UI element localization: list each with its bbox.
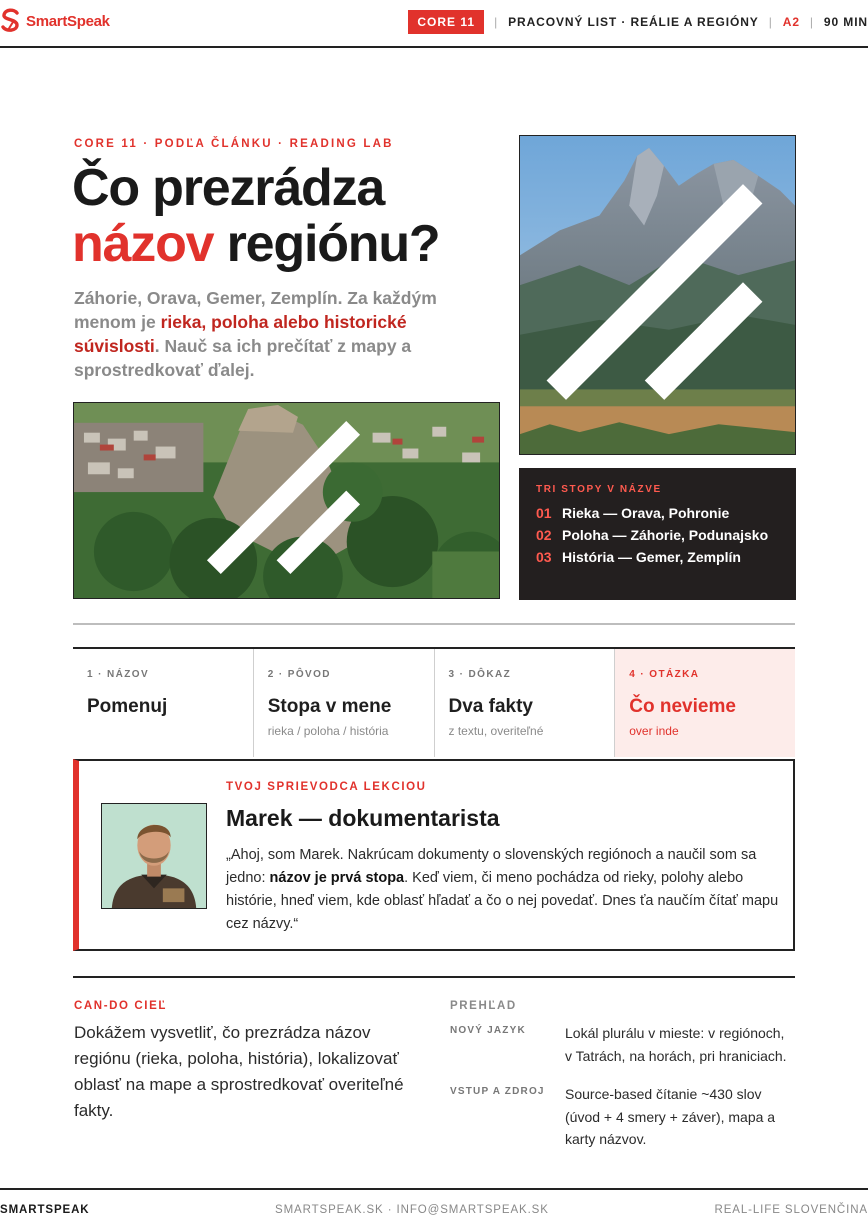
resize-corner-icon [73,402,496,595]
divider [73,976,795,978]
cando-kicker: CAN-DO CIEĽ [74,1000,167,1012]
overview-row: NOVÝ JAZYK Lokál plurálu v mieste: v regiónoch, v Tatrách, na horách, pri hraniciach. [450,1025,787,1064]
clue-item: 02 Poloha — Záhorie, Podunajsko [536,527,769,543]
page-footer [0,1188,868,1228]
worksheet-label: PRACOVNÝ LIST · REÁLIE A REGIÓNY [508,15,759,29]
title-highlight: názov [72,215,214,273]
guide-avatar [101,803,207,909]
brand-name: SmartSpeak [26,12,110,30]
lesson-steps [73,647,795,757]
footer-contact[interactable]: SMARTSPEAK.SK · INFO@SMARTSPEAK.SK [275,1204,549,1216]
clue-item: 03 História — Gemer, Zemplín [536,549,741,565]
overview-heading: PREHĽAD [450,1000,517,1012]
mountain-photo [519,135,796,455]
cando-text: Dokážem vysvetliť, čo prezrádza názov regiónu (rieka, poloha, história), lokalizovať oblasť na mape a sprostredkovať overiteľné fakty. [74,1023,404,1120]
core-badge: CORE 11 [408,10,484,34]
three-clues-box [519,468,796,600]
duration-label: 90 MIN [823,15,868,29]
guide-name: Marek — dokumentarista [226,805,500,831]
step-card-evidence: 3 · DÔKAZ Dva fakty z textu, overiteľné [435,649,616,757]
step-card-origin: 2 · PÔVOD Stopa v mene rieka / poloha / história [254,649,435,757]
hero-kicker: CORE 11 · PODĽA ČLÁNKU · READING LAB [74,138,394,150]
lede-highlight: rieka, poloha alebo historické súvislosti [74,312,407,356]
top-bar [0,0,868,48]
smartspeak-logo-icon [0,8,22,34]
page-title: Čo prezrádza názov regiónu? [72,159,440,273]
guide-kicker: TVOJ SPRIEVODCA LEKCIOU [226,781,427,793]
footer-brand: SMARTSPEAK [0,1204,90,1216]
worksheet-meta: CORE 11 | PRACOVNÝ LIST · REÁLIE A REGIÓNY | A2 | 90 MIN [408,10,868,34]
clues-heading: TRI STOPY V NÁZVE [536,484,662,495]
castle-photo [73,402,500,599]
step-card-name: 1 · NÁZOV Pomenuj [73,649,254,757]
guide-card [73,759,795,951]
step-card-question: 4 · OTÁZKA Čo nevieme over inde [615,649,795,757]
divider [73,623,795,625]
resize-corner-icon [519,135,792,451]
clue-item: 01 Rieka — Orava, Pohronie [536,505,730,521]
footer-tagline: REAL-LIFE SLOVENČINA [714,1204,868,1216]
level-label: A2 [782,15,800,29]
brand-logo[interactable] [0,8,110,34]
guide-quote: „Ahoj, som Marek. Nakrúcam dokumenty o slovenských regiónoch a naučil som sa jedno: názov je prvá stopa. Keď viem, či meno pochádza od rieky, polohy alebo histórie, hneď viem, kde oblasť hľadať a čo o nej povedať. Dnes ťa naučím čítať mapu cez názvy.“ [226,847,779,932]
hero-lede: Záhorie, Orava, Gemer, Zemplín. Za každým menom je rieka, poloha alebo historické súvislosti. Nauč sa ich prečítať z mapy a sprostredkovať ďalej. [74,288,437,380]
overview-row: VSTUP A ZDROJ Source-based čítanie ~430 slov (úvod + 4 smery + záver), mapa a karty názvov. [450,1086,776,1147]
